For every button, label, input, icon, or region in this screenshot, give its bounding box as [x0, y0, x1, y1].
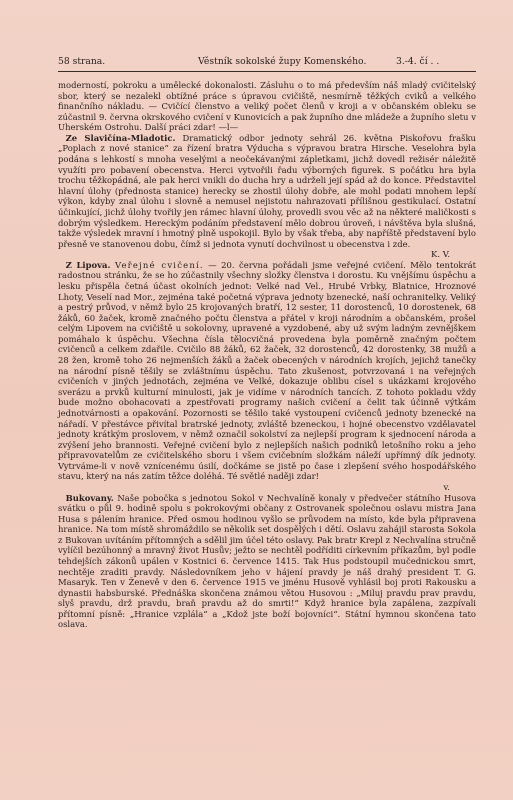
journal-title: Věstník sokolské župy Komenského.: [198, 56, 367, 67]
signature: v.: [443, 481, 450, 492]
paragraph-slavicin: Ze Slavičína-Mladotic. Dramatický odbor jednoty sehrál 26. května Piskořovu frašku „Poplach z nové stanice“ za řízení bratra Výducha s výpravou bratra Hirsche. Veselohra byla podána s lehkostí s mnoha veselými a neočekávanými zápletkami, jichž dovedl režisér náležitě využíti pro pobavení obecenstva. Herci vytvořili řadu výborných figurek. S počátku hra byla trochu těžkopádná, ale pak herci vnikli do ducha hry a udrželi její spád až do konce. Představitel hlavní úlohy (přednosta stanice) herecky se zhostil úlohy dobře, ale mohl podati mnohem lepší výkon, kdyby znal úlohu i slovně a nemusel nejistotu nahrazovati přílišnou gestikulací. Ostatní účinkující, jichž úlohy tvořily jen rámec hlavní úlohy, provedli svou věc až na některé maličkosti s dobrým výsledkem. Hereckým podáním představení mělo dobrou úroveň, i návštěva byla slušná, takže výsledek mravní i hmotný plně uspokojil. Bylo by však třeba, aby napříště představení bylo přesně ve stanovenou dobu, čímž si jednota vynutí dochvilnost u obecenstva i zde.: [58, 132, 476, 249]
paragraph-title: Z Lipova.: [65, 259, 111, 270]
paragraph-bukovany: Bukovany. Naše pobočka s jednotou Sokol v Nechvalíně konaly v předvečer státního Husova svátku o půl 9. hodině spolu s pokrokovými občany z Ostrovanek společnou oslavu mistra Jana Husa s pálením hranice. Před osmou hodinou vyšlo se průvodem na místo, kde byla připravena hranice. Na tom místě shromáždilo se několik set dospělých i dětí. Oslavu zahájil starosta Sokola z Bukovan uvítáním přítomných a sdělil jim účel této oslavy. Pak bratr Krepl z Nechvalína stručně vylíčil bezúhonný a mravný život Husův; ježto se nechtěl podříditi církevním příkazům, byl podle tehdejších zákonů upálen v Kostnici 6. července 1415. Tak Hus podstoupil mučednickou smrt, nechtěje zraditi pravdy. Následovníkem jeho v hájení pravdy je náš drahý president T. G. Masaryk. Ten v Ženevě v den 6. července 1915 ve jménu Husově vyhlásil boj proti Rakousku a dynastii habsburské. Přednáška skončena známou větou Husovou : „Miluj pravdu prav pravdu, slyš pravdu, drž pravdu, braň pravdu až do smrti!“ Když hranice byla zapálena, zazpívali přítomní písně: „Hranice vzplála“ a „Kdož jste boží bojovníci“. Státní hymnou skončena tato oslava.: [58, 492, 476, 630]
article-body: [58, 80, 476, 630]
page-number: 58 strana.: [58, 56, 106, 67]
signature: K. V.: [431, 249, 450, 260]
paragraph-title: Ze Slavičína-Mladotic.: [65, 132, 176, 143]
paragraph-lipov: Z Lipova. Veřejné cvičení. — 20. června pořádali jsme veřejné cvičení. Mělo tentokrát radostnou stránku, že se ho zúčastnily všechny složky členstva i dorostu. Ku vnějšímu úspěchu a lesku přispěla četná účast okolních jednot: Velké nad Vel., Hrubé Vrbky, Blatnice, Hroznové Lhoty, Veselí nad Mor., zejména také početná výprava jednoty bzenecké, naší ochranitelky. Veliký a pestrý průvod, v němž bylo 25 krojovaných bratří, 12 sester, 11 dorostenců, 10 dorostenek, 68 žáků, 60 žaček, kromě značného počtu členstva a přátel v kroji národním a občanském, prošel celým Lipovem na cvičiště u sokolovny, upravené a vyzdobené, aby už svým ladným zevnějškem pomáhalo k úspěchu. Všechna čísla tělocvičná provedena byla poměrně značným počtem cvičenců a celkem zdařile. Cvičilo 88 žáků, 62 žaček, 32 dorostenců, 42 dorostenky, 38 mužů a 28 žen, kromě toho 26 nejmenších žáků a žaček obecených v národních krojích, jejichž tanečky na národní písně těšily se zvláštnímu úspěchu. Tato zkušenost, potvrzovaná i na veřejných cvičeních v jiných jednotách, zejména ve Velké, dokazuje oblibu císel s ukázkami krojového sverázu a prvků kulturní minulosti, jak je vidíme v národních tancích. Z tohoto pokladu vždy bude možno obohacovati a zpestřovati programy našich cvičení a čelit tak účinně výtkám jednotvárnosti a opakování. Pozornosti se těšilo také vystoupení cvičenců jednoty bzenecké na nářadí. V přestávce přivítal bratrské jednoty, zvláště bzeneckou, i hojné obecenstvo vzdělavatel jednoty krátkým proslovem, v němž označil sokolství za nejlepší program k sjednocení národa a zvýšení jeho brannosti. Veřejné cvičení bylo z nejlepších našich podniků letošního roku a jeho připravovatelům ze cvičitelského sboru i všem cvičebním složkám náleží upřímný dík jednoty. Vytrváme-li v nově vznícenému úsilí, dočkáme se jistě po čase i zlepšení svého hospodářského stavu, který na nás zatím těžce doléhá. Té světlé naději zdar!: [58, 259, 476, 482]
signature: —l—: [218, 122, 239, 133]
issue-number: 3.-4. čí . .: [396, 56, 440, 67]
paragraph-title: Bukovany.: [65, 492, 114, 503]
page-header: [58, 56, 474, 68]
spaced-heading: Veřejné cvičení.: [114, 259, 204, 270]
header-rule: [58, 71, 476, 72]
paragraph-continuation: moderností, pokroku a umělecké dokonalosti. Zásluhu o to má především náš mladý cvičitelský sbor, který se nezalekl obtížné práce s úpravou cvičiště, nesmírně těžkých cviků a velkého finančního nákladu. — Cvičící členstvo a veliký počet členů v kroji a v občanském obleku se zúčastnil 9. června okrskového cvičení v Kunovicích a pak župního dne mládeže a župního sletu v Uherském Ostrohu. Další práci zdar! —l—: [58, 80, 476, 133]
